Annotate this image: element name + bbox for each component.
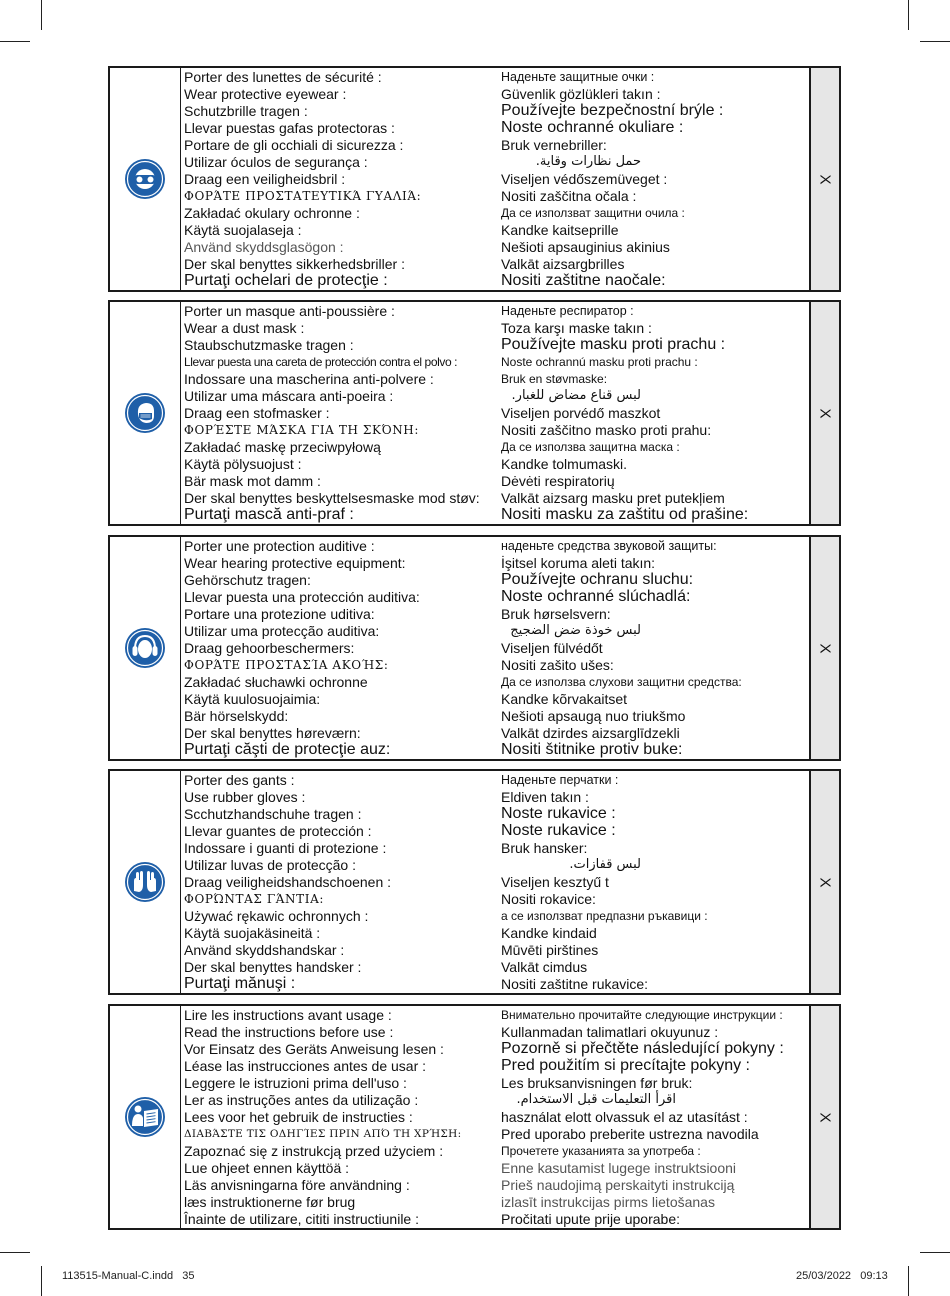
text-line: Bär hörselskydd:: [184, 708, 289, 724]
x-mark: X: [816, 1111, 834, 1123]
text-line: Portare de gli occhiali di sicurezza :: [184, 137, 404, 153]
text-line: Kandke kindaid: [501, 925, 597, 941]
text-line: Käytä suojakäsineitä :: [184, 925, 321, 941]
text-line: Používejte ochranu sluchu:: [501, 571, 694, 588]
text-line: Наденьте перчатки :: [501, 773, 619, 787]
text-line: Purtaţi căşti de protecţie auz:: [184, 741, 391, 758]
text-line: Enne kasutamist lugege instruktsiooni: [501, 1160, 737, 1176]
text-line: ΦΟΡΆΤΕ ΠΡΟΣΤΑΣΊΑ ΑΚΟΉΣ:: [184, 658, 389, 672]
text-line: Používejte bezpečnostní brýle :: [501, 102, 724, 119]
text-line: Lees voor het gebruik de instructies :: [184, 1109, 413, 1125]
text-line: Indossare i guanti di protezione :: [184, 840, 387, 856]
text-line: Llevar puesta una careta de protección contra el polvo :: [184, 355, 458, 369]
text-column-right: [501, 537, 813, 759]
text-line: Pred uporabo preberite ustrezna navodila: [501, 1126, 759, 1142]
text-line: Llevar guantes de protección :: [184, 823, 372, 839]
text-line: Înainte de utilizare, cititi instructiunile :: [184, 1211, 419, 1227]
text-line: اقرأ التعليمات قبل الاستخدام.: [516, 1092, 676, 1107]
text-line: İşitsel koruma aleti takın:: [501, 555, 656, 571]
text-line: Portare una protezione uditiva:: [184, 606, 375, 622]
text-line: Purtaţi mănuşi :: [184, 975, 296, 992]
text-line: Pročitati upute prije uporabe:: [501, 1211, 680, 1227]
safety-goggles-icon: [124, 158, 166, 200]
text-line: لبس قناع مضاض للغبار.: [511, 388, 641, 403]
text-line: Ler as instruções antes da utilização :: [184, 1092, 419, 1108]
crop-mark: [908, 0, 909, 30]
text-line: Nositi štitnike protiv buke:: [501, 741, 683, 758]
text-line: Utilizar luvas de protecção :: [184, 857, 356, 873]
text-line: Prieš naudojimą perskaityti instrukciją: [501, 1177, 735, 1193]
text-line: Porter des lunettes de sécurité :: [184, 69, 382, 85]
text-line: Прочетете указанията за употреба :: [501, 1144, 701, 1158]
text-line: Pred použitím si precítajte pokyny :: [501, 1057, 750, 1074]
text-line: لبس خوذة ضض الضجيج: [510, 623, 641, 638]
text-line: Nositi rokavice:: [501, 891, 596, 907]
protective-gloves-icon: [124, 861, 166, 903]
text-column-right: [501, 302, 813, 524]
text-line: Bruk vernebriller:: [501, 137, 607, 153]
text-line: használat elott olvassuk el az utasítást :: [501, 1109, 748, 1125]
text-line: Noste rukavice :: [501, 805, 616, 822]
text-line: Utilizar uma máscara anti-poeira :: [184, 388, 394, 404]
text-line: Lire les instructions avant usage :: [184, 1007, 392, 1023]
text-line: Nositi zaštitne rukavice:: [501, 976, 649, 992]
text-line: Staubschutzmaske tragen :: [184, 337, 354, 353]
text-line: Les bruksanvisningen før bruk:: [501, 1075, 693, 1091]
text-line: Noste ochranné slúchadlá:: [501, 588, 691, 605]
text-line: Наденьте защитные очки :: [501, 70, 655, 84]
text-line: ΔΙΑΒΆΣΤΕ ΤΙΣ ΟΔΗΓΊΕΣ ΠΡΙΝ ΑΠΌ ΤΗ ΧΡΉΣΗ:: [184, 1128, 462, 1140]
text-line: izlasīt instrukcijas pirms lietošanas: [501, 1194, 715, 1210]
text-line: Wear a dust mask :: [184, 320, 305, 336]
text-column-right: [501, 68, 813, 290]
text-column-right: [501, 771, 813, 993]
checkbox-mark-cell: [809, 1006, 839, 1228]
checkbox-mark-cell: [809, 771, 839, 993]
text-line: Utilizar óculos de segurança :: [184, 154, 368, 170]
text-line: Gehörschutz tragen:: [184, 572, 311, 588]
text-line: Lue ohjeet ennen käyttöä :: [184, 1160, 350, 1176]
text-line: Scchutzhandschuhe tragen :: [184, 806, 362, 822]
text-line: Draag gehoorbeschermers:: [184, 640, 355, 656]
text-line: Používejte masku proti prachu :: [501, 336, 726, 353]
text-line: Pozorně si přečtěte následující pokyny :: [501, 1040, 784, 1057]
text-line: لبس قفازات.: [569, 857, 641, 872]
text-line: Der skal benyttes beskyttelsesmaske mod støv:: [184, 490, 480, 506]
text-line: ΦΟΡΏΝΤΑΣ ΓΆΝΤΙΑ:: [184, 892, 324, 906]
text-line: Der skal benyttes høreværn:: [184, 725, 361, 741]
text-line: Läs anvisningarna före användning :: [184, 1177, 410, 1193]
text-line: Leggere le istruzioni prima dell'uso :: [184, 1075, 407, 1091]
text-line: Utilizar uma protecção auditiva:: [184, 623, 380, 639]
crop-mark: [0, 1252, 30, 1253]
text-line: Да се използва защитна маска :: [501, 440, 680, 454]
icon-cell: [110, 68, 181, 290]
text-line: Käytä pölysuojust :: [184, 456, 302, 472]
text-line: Noste ochrannú masku proti prachu :: [501, 355, 698, 369]
text-column-left: [184, 771, 502, 993]
x-mark: X: [816, 173, 834, 185]
text-column-left: [184, 537, 502, 759]
text-column-left: [184, 68, 502, 290]
text-line: Zapoznać się z instrukcją przed użyciem :: [184, 1143, 444, 1159]
text-line: Güvenlik gözlükleri takın :: [501, 86, 661, 102]
text-line: ΦΟΡΈΣΤΕ ΜΆΣΚΑ ΓΙΑ ΤΗ ΣΚΌΝΗ:: [184, 423, 420, 437]
text-line: Porter un masque anti-poussière :: [184, 303, 395, 319]
text-line: Внимательно прочитайте следующие инструкции :: [501, 1008, 783, 1022]
text-line: Toza karşı maske takın :: [501, 320, 652, 336]
text-line: Valkāt cimdus: [501, 959, 588, 975]
text-line: Der skal benyttes sikkerhedsbriller :: [184, 256, 405, 272]
text-line: Nositi zašito ušes:: [501, 657, 614, 673]
text-line: Draag een stofmasker :: [184, 405, 330, 421]
text-line: Nešioti apsaugą nuo triukšmo: [501, 708, 686, 724]
text-line: Nositi zaštitne naočale:: [501, 272, 666, 289]
text-line: Draag veiligheidshandschoenen :: [184, 874, 392, 890]
text-line: Nositi masku za zaštitu od prašine:: [501, 506, 749, 523]
text-line: Purtaţi ochelari de protecţie :: [184, 272, 388, 289]
text-line: ΦΟΡΆΤΕ ΠΡΟΣΤΑΤΕΥΤΙΚΆ ΓΥΑΛΙΆ:: [184, 189, 422, 203]
safety-section-dust-mask: [108, 300, 841, 526]
x-mark: X: [816, 876, 834, 888]
text-line: Noste rukavice :: [501, 822, 616, 839]
text-column-left: [184, 1006, 502, 1228]
text-line: Wear protective eyewear :: [184, 86, 347, 102]
text-line: Наденьте респиратор :: [501, 304, 634, 318]
text-line: Kullanmadan talimatlari okuyunuz :: [501, 1024, 719, 1040]
text-line: Viseljen kesztyű t: [501, 874, 609, 890]
text-line: а се използват предпазни ръкавици :: [501, 909, 708, 923]
text-line: Read the instructions before use :: [184, 1024, 394, 1040]
icon-cell: [110, 1006, 181, 1228]
text-line: Der skal benyttes handsker :: [184, 959, 362, 975]
text-line: Używać rękawic ochronnych :: [184, 908, 369, 924]
text-line: læs instruktionerne før brug: [184, 1194, 356, 1210]
text-line: Vor Einsatz des Geräts Anweisung lesen :: [184, 1041, 444, 1057]
text-line: Да се използва слухови защитни средства:: [501, 675, 742, 689]
crop-mark: [41, 1266, 42, 1296]
checkbox-mark-cell: [809, 537, 839, 759]
text-line: Schutzbrille tragen :: [184, 103, 308, 119]
text-line: Använd skyddshandskar :: [184, 942, 345, 958]
text-line: Nešioti apsauginius akinius: [501, 239, 670, 255]
dust-mask-icon: [124, 392, 166, 434]
safety-section-instructions: [108, 1004, 841, 1230]
text-line: Да се използват защитни очила :: [501, 206, 685, 220]
icon-cell: [110, 771, 181, 993]
text-line: Bruk hansker:: [501, 840, 588, 856]
text-line: Bruk en støvmaske:: [501, 372, 608, 386]
text-line: Llevar puestas gafas protectoras :: [184, 120, 395, 136]
crop-mark: [0, 41, 30, 42]
text-line: Käytä suojalaseja :: [184, 222, 302, 238]
text-line: Use rubber gloves :: [184, 789, 306, 805]
text-line: Eldiven takın :: [501, 789, 589, 805]
checkbox-mark-cell: [809, 302, 839, 524]
text-line: Dėvėti respiratorių: [501, 473, 615, 489]
safety-section-eyewear: [108, 66, 841, 292]
text-line: Wear hearing protective equipment:: [184, 555, 406, 571]
text-line: Draag een veiligheidsbril :: [184, 171, 346, 187]
icon-cell: [110, 302, 181, 524]
safety-section-hearing: [108, 535, 841, 761]
text-line: حمل نظارات وقاية.: [535, 154, 641, 169]
text-line: Viseljen védőszemüveget :: [501, 171, 668, 187]
text-line: Léase las instrucciones antes de usar :: [184, 1058, 427, 1074]
text-line: Indossare una mascherina anti-polvere :: [184, 371, 434, 387]
text-line: наденьте средства звуковой защиты:: [501, 539, 717, 553]
text-line: Bruk hørselsvern:: [501, 606, 611, 622]
text-line: Zakładać okulary ochronne :: [184, 205, 360, 221]
x-mark: X: [816, 642, 834, 654]
text-line: Viseljen fülvédőt: [501, 640, 603, 656]
crop-mark: [908, 1266, 909, 1296]
text-line: Valkāt aizsargbrilles: [501, 256, 625, 272]
text-line: Mūvēti pirštines: [501, 942, 599, 958]
text-line: Kandke kaitseprille: [501, 222, 619, 238]
checkbox-mark-cell: [809, 68, 839, 290]
footer-datetime: 25/03/2022 09:13: [796, 1270, 888, 1282]
text-column-right: [501, 1006, 813, 1228]
text-line: Använd skyddsglasögon :: [184, 239, 344, 255]
icon-cell: [110, 537, 181, 759]
text-line: Noste ochranné okuliare :: [501, 119, 684, 136]
footer-file-label: 113515-Manual-C.indd 35: [62, 1270, 195, 1282]
safety-section-gloves: [108, 769, 841, 995]
text-line: Llevar puesta una protección auditiva:: [184, 589, 420, 605]
ear-protection-icon: [124, 627, 166, 669]
text-line: Kandke tolmumaski.: [501, 456, 628, 472]
text-line: Bär mask mot damm :: [184, 473, 321, 489]
text-line: Porter une protection auditive :: [184, 538, 375, 554]
text-line: Zakładać słuchawki ochronne: [184, 674, 368, 690]
text-line: Valkāt aizsarg masku pret putekļiem: [501, 490, 725, 506]
text-line: Zakładać maskę przeciwpyłową: [184, 439, 381, 455]
text-column-left: [184, 302, 502, 524]
text-line: Nositi zaščitna očala :: [501, 188, 637, 204]
text-line: Valkāt dzirdes aizsarglīdzekli: [501, 725, 680, 741]
text-line: Kandke kõrvakaitset: [501, 691, 628, 707]
crop-mark: [920, 41, 950, 42]
text-line: Nositi zaščitno masko proti prahu:: [501, 422, 712, 438]
text-line: Viseljen porvédő maszkot: [501, 405, 661, 421]
crop-mark: [920, 1252, 950, 1253]
text-line: Porter des gants :: [184, 772, 295, 788]
crop-mark: [41, 0, 42, 30]
read-manual-icon: [124, 1096, 166, 1138]
x-mark: X: [816, 407, 834, 419]
text-line: Purtaţi mască anti-praf :: [184, 506, 354, 523]
text-line: Käytä kuulosuojaimia:: [184, 691, 321, 707]
